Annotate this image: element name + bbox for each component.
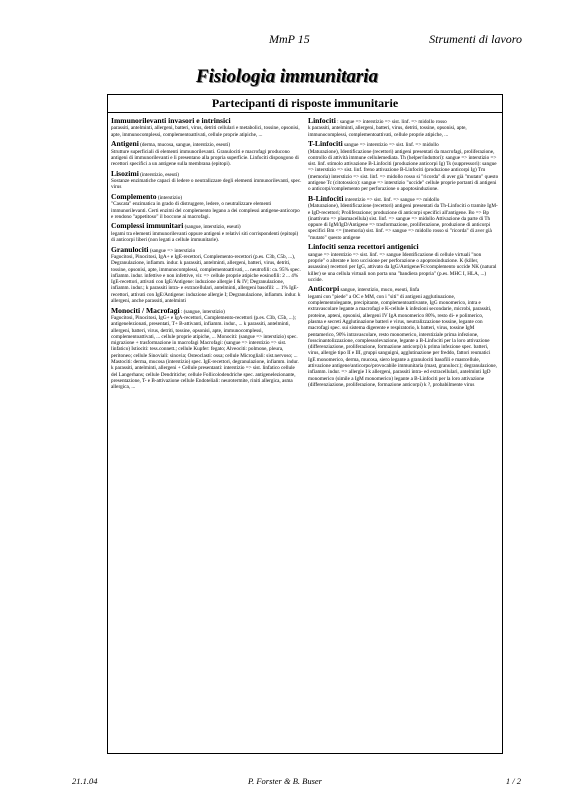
entry-body: legami con "piede" a OC e MM, con i "siti" di antigeni agglutinazione, complementolegante, precipitante, complementoattivante, IgG monomerico, intra e extravascolare legante a macrofagi e K-cellule k infezioni secondarie, microbi, parassiti, proteine, apteni, opsonisi, allergeni IV IgA monomerico 80%, resto di- e polimerico, plasma e secreti Agglutinazione batteri e virus, neutralizzazione tossine, legante con macrofagi spec. sui sistema digerente e respiratorio, k batteri, virus, tossine IgM pentamerico, 90% intravascolare, resto monomerico, interstiziale prima infezione, fosscinantolizzazione, complessolevazione, legante a B-Linfociti per la loro attivazione (differenziazione, proliferazione, formazione anticorpi) k prima infezione spec. batteri, virus, allergie tipo II e III, gruppi sanguigni, agglutinazione per freddo, fattori reumatici IgE monomerico, derma, mucosa, siero legante a granulociti basofili e mastcellule, attivazione antigene/anticorpo/provocabile immunitaria (mast, granulocr.); degranulazione, infiamm. indur. => allergie I k allergeni, parassiti intra- ed extracellulari, antelminti IgD monomerico (simile a IgM monomerico) legante a B-Linfociti per la loro attivazione (differenziazione, proliferazione, formazione anticorpi) k ?, probabilmente virus	[308, 293, 497, 388]
entry-body: Fagocitosi, Pinocitosi, IgA+ e IgE-recettori, Complemento-recettori (p.es. C3b, C5b, ...), Degranulazione, infiamm. indur. k parassiti, antelminti, allergeni, batteri, virus, detriti, tossine, opsonisi, apte, immunocomplessi, complementoattivati, ... neutrofili: ca. 95% spec. infiamm. indur. infettive e non infettive, vir. => cellule proprie atipiche eosinofili: 2 ... 4% IgE-recettori, attivati con IgE/Antigene: induzione allergie I & IV; Degranulazione, infiamm. indur.; k parassiti intra- e extracellulari, antelminti, allergeni basofili: ... 1% IgE-recettori, attivati con IgE/Antigene: induzione allergie I; Degranulazione, infiamm. indur. k allergeni, anche parassiti, antelminti	[111, 253, 301, 305]
entry-location: interstizio => sist. linf. => sangue => midollo	[344, 196, 440, 203]
entry-heading: B-Linfociti	[308, 193, 344, 203]
entry-body: sangue => interstizio => sist. linf. => sangue Identificazione di cellule virtuali "non proprie" o alterate e loro uccisione per perforazione o apoptosinduzione. K (killer, assassino) recettori per IgG, attivato da IgG/Antigene/Fc/complemento uccide NK (natural killer) se una cellula virtuali non porta una "bandiera propria" (p.es. MHC I, HLA, ...) uccide.	[308, 251, 497, 283]
entry-body: parassiti, antelminti, allergeni, batteri, virus, detriti cellulari e metabolici, tossine, opsonisi, apte, immunocomplessi, complementoattivati, cellule proprie atipiche, ...	[111, 125, 300, 138]
entry-heading: Lisozimi	[111, 168, 139, 178]
entry	[308, 117, 499, 138]
entry	[111, 246, 302, 305]
entry	[111, 140, 302, 167]
header-section: Strumenti di lavoro	[429, 32, 522, 46]
left-column	[111, 117, 302, 751]
footer-authors: P. Forster & B. Buser	[248, 776, 322, 786]
entry	[111, 222, 302, 243]
entry-location: : sangue => interstizio => sist. linf. => midollo rosso	[337, 119, 447, 125]
entry-body: (Maturazione), Identificazione (recettori) antigeni presentati da Th-Linfociti o tramite IgM- e IgD-recettori; Proliferazione; produzione di anticorpi specifici all'antigene. Bo => Bp (inattivato => plasmacellula) sist. linf. => sangue => midollo Attivazione da parte di Th oppure di IgM/IgD/Antigene => trasformazione, proliferazione, produzione di anticorpi specifici Bm <= (memoria) sist. linf. => sangue => midollo rosso si "ricorda" di aver già "mutato" questo antigene	[308, 203, 498, 241]
entry-body: (Maturazione), Identificazione (recettori) antigeni presentati da macrofagi, proliferazione, controllo di attività immune cellulemediata. Th (helper/induttori): sangue => interstizio => sist. linf. stimolo attivazione B-Linfociti (produzione anticorpi Ig) Ts (suppressori): sangue => interstizio => sist. linf. freno attivazione B-Linfociti (produzione anticorpi Ig) Tm (memoria) interstizio => sist. linf. => midollo rosso si "ricorda" di aver già "mutato" questo antigene Tc (citotossico): sangue => interstizio "uccide" cellule proprie portanti di antigeni o anticorpi/complemento per perforazione o apoptosinduzione.	[308, 148, 499, 193]
entry-heading: Complemento	[111, 191, 157, 201]
page-title: Fisiologia immunitaria	[195, 66, 379, 87]
entry-body: "Cascata" enzimatica in grado di distruggere, ledere, o neutralizzare elementi immunorilevanti. Certi enzimi del complemento legano a dei complessi antigene-anticorpo e rendono "appetitoso" il boccone ai macrofagi.	[111, 201, 300, 220]
entry-location: (sangue => interstizio	[149, 247, 196, 254]
box-title: Partecipanti di risposte immunitarie	[108, 95, 502, 113]
participants-box	[107, 94, 503, 754]
entry-body: Fagocitosi, Pinocitosi, IgG+ e IgA-recettori, Complemento-recettori (p.es. C3b, C5b, ...); antigenelezionati, presentati, T+ B-attivanti, infiamm. indur., ... k parassiti, antelminti, allergeni, batteri, virus, detriti, tossine, opsonisi, apte, immunocomplessi, complementoattivati, ... cellule proprie atipiche, ... Monociti: (sangue => interstizio) spec. migrazione + trasformazione in macrofagi Macrofagi: (sangue => interstizio => sist. linfatico) Istiociti: tess.connett.; cellule Kupfer: fegato; Alveociti: polmone, pleura, peritoneo; cellule Sinoviali: sinovia; Osteoclasti: ossa; cellule Microgliali: sist.nervoso; ... Mastociti: derma, mucosa (interstizio) spec. IgE-recettori, degranulazione, infiamm. indur. k parassiti, antelminti, allergeni + Cellule presentanti: interstizio => sist. linfatico cellule del Langerhans; cellule Dendritiche; cellule Follicolodendriche spec. antigenelezionante, presentazione, T- e B-attivazione cellule Endoteliali: neurotermite, riniti allergica, asma allergica, ...	[111, 314, 299, 391]
footer-page: 1 / 2	[505, 776, 521, 786]
entry-location: sangue, interstizio, muco, eseuti, linfa	[340, 287, 420, 294]
entry-heading: Anticorpi	[308, 284, 340, 294]
entry-heading: T-Linfociti	[308, 139, 343, 149]
entry	[308, 140, 499, 192]
entry	[308, 243, 499, 283]
entry	[111, 170, 302, 191]
entry-heading: Monociti / Macrofagi	[111, 305, 180, 315]
right-column	[308, 117, 499, 751]
entry-location: : (sangue, interstizio)	[180, 308, 225, 315]
entry-body: Strutture superficiali di elementi immunorilevanti. Granulociti e macrofagi producono antigeni di immunorilevanti e li presentano alla propria superficie. Linfociti dispongono di recettori specifici a un antigene sulla membrana (epitopi).	[111, 148, 299, 168]
footer-date: 21.1.04	[72, 776, 98, 786]
entry-location: (interstizio, eseuti)	[140, 171, 180, 178]
header-course: MmP 15	[269, 32, 310, 46]
entry-body: k parassiti, antelminti, allergeni, batteri, virus, detriti, tossine, opsonisi, apte, immunocomplessi, complementoattivati, cellule proprie atipiche, ...	[308, 125, 467, 138]
entry	[111, 117, 302, 138]
entry-location: (sangue, interstizio, eseuti)	[184, 224, 241, 231]
entry	[111, 193, 302, 220]
entry-body: Sostanze enzimatiche capaci di ledere o neutralizzare degli elementi immunorilevanti, spec. virus	[111, 178, 302, 191]
box-columns	[111, 117, 499, 751]
entry-heading: Antigeni	[111, 139, 139, 149]
entry-heading: Linfociti	[308, 117, 336, 125]
entry	[308, 195, 499, 241]
entry	[308, 285, 499, 388]
entry	[111, 307, 302, 391]
entry-location: (derma, mucosa, sangue, interstizio, eseuti)	[140, 142, 231, 149]
entry-heading: Linfociti senza recettori antigenici	[308, 242, 419, 252]
entry-location: sangue => interstizio => sist. linf. => midollo	[344, 142, 439, 149]
entry-body: legami tra elementi immunorilevanti oppure antigeni e relativi siti corrispondenti (epitopi) di anticorpi liberi (non legati a cellule immunitarie).	[111, 230, 299, 244]
entry-heading: Complessi immunitari	[111, 221, 184, 231]
entry-heading: Granulociti	[111, 244, 149, 254]
entry-location: (interstizio)	[157, 194, 183, 201]
entry-heading: Immunorilevanti invasori e intrinsici	[111, 117, 231, 125]
